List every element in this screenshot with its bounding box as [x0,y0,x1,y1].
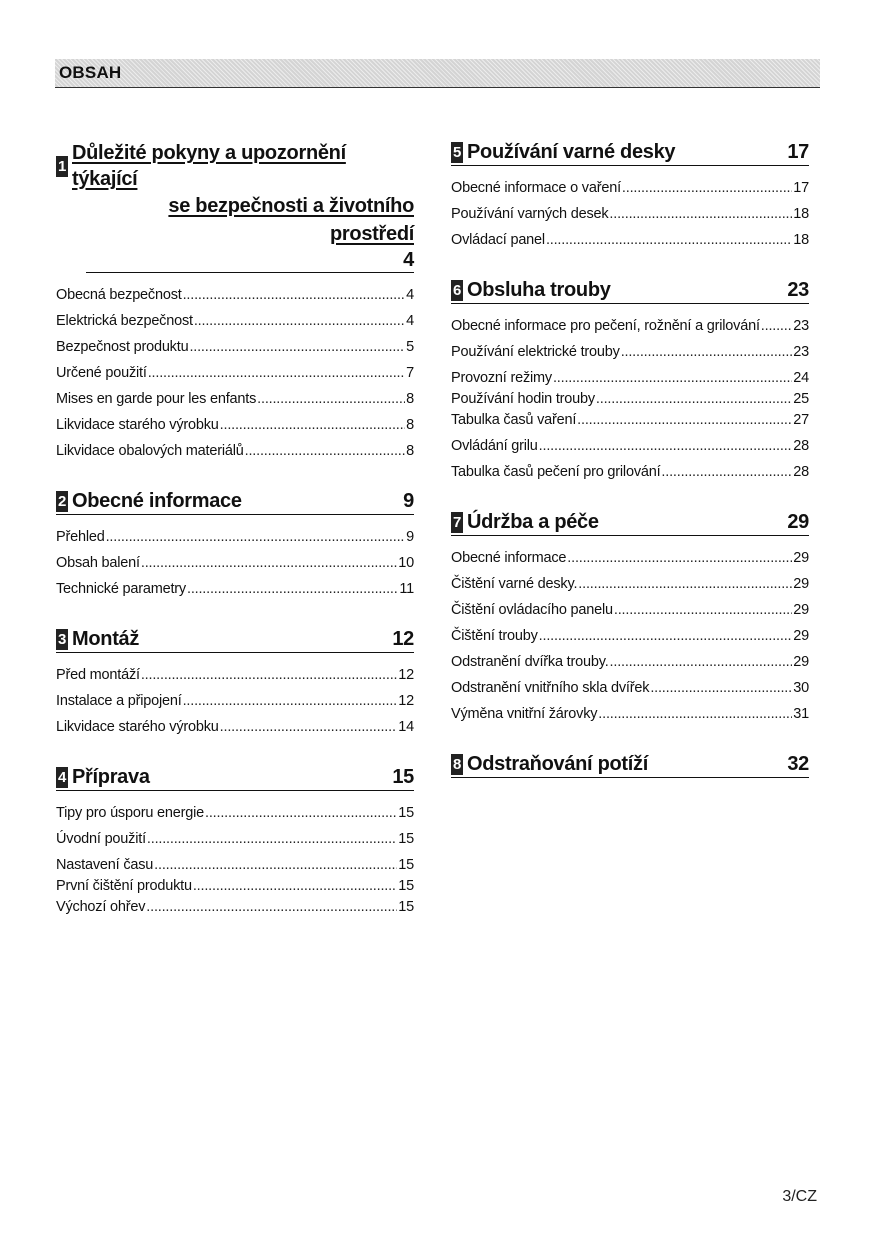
entry-title: Používání varných desek [451,206,609,222]
dot-leader [650,680,792,696]
toc-section-6 [451,278,809,490]
entry-title: Likvidace starého výrobku [56,417,219,433]
section-heading[interactable] [56,489,414,515]
section-number-badge: 3 [57,630,67,648]
toc-entry[interactable] [56,313,414,339]
toc-entry[interactable] [451,654,809,680]
dot-leader [146,899,397,915]
dot-leader [609,206,792,222]
toc-entry[interactable] [56,719,414,745]
toc-entry[interactable] [451,628,809,654]
entry-title: Čištění ovládacího panelu [451,602,613,618]
dot-leader [154,857,397,873]
entry-page: 31 [793,706,809,722]
entry-page: 23 [793,318,809,334]
entry-title: Přehled [56,529,105,545]
dot-leader [106,529,406,545]
toc-entry[interactable] [56,667,414,693]
section-number-badge: 4 [57,768,67,786]
section-title: Obecné informace [72,490,242,512]
entry-title: Obecné informace pro pečení, rožnění a grilování [451,318,760,334]
entry-page: 27 [793,412,809,428]
toc-column-right [451,140,809,798]
dot-leader [622,180,792,196]
page-number: 3/CZ [782,1188,817,1205]
entry-title: Čištění trouby [451,628,538,644]
section-title-continued: se bezpečnosti a životního prostředí [168,195,414,245]
entry-page: 4 [406,287,414,303]
section-heading[interactable] [451,140,809,166]
entry-page: 15 [398,831,414,847]
toc-entry[interactable] [451,576,809,602]
section-page: 9 [403,490,414,512]
toc-entry[interactable] [56,857,414,878]
toc-column-left [56,140,414,940]
section-title: Obsluha trouby [467,279,611,301]
toc-section-4 [56,765,414,920]
entry-page: 29 [793,628,809,644]
section-heading[interactable] [56,140,414,273]
toc-entry[interactable] [451,180,809,206]
entry-page: 8 [406,443,414,459]
toc-entry[interactable] [56,365,414,391]
section-heading[interactable] [56,765,414,791]
section-page: 15 [392,766,414,788]
toc-entry[interactable] [451,391,809,412]
section-heading[interactable] [451,278,809,304]
dot-leader [189,339,405,355]
entry-page: 18 [793,232,809,248]
section-number-badge: 1 [57,157,67,175]
dot-leader [220,719,398,735]
toc-entry[interactable] [451,370,809,391]
dot-leader [661,464,792,480]
entry-page: 15 [398,878,414,894]
entry-page: 29 [793,576,809,592]
entry-title: Výchozí ohřev [56,899,146,915]
section-page: 4 [403,249,414,271]
dot-leader [205,805,397,821]
entry-title: První čištění produktu [56,878,192,894]
section-page: 12 [392,628,414,650]
toc-entry[interactable] [451,412,809,438]
toc-entry[interactable] [56,555,414,581]
entry-page: 7 [406,365,414,381]
dot-leader [183,287,406,303]
entry-page: 29 [793,654,809,670]
entry-title: Používání hodin trouby [451,391,595,407]
toc-entry[interactable] [56,443,414,469]
entry-page: 23 [793,344,809,360]
entry-title: Likvidace starého výrobku [56,719,219,735]
page-title: OBSAH [59,63,122,82]
entry-page: 9 [406,529,414,545]
dot-leader [183,693,398,709]
entry-title: Určené použití [56,365,147,381]
section-title: Důležité pokyny a upozornění týkající [72,142,346,190]
entry-page: 8 [406,417,414,433]
toc-entry[interactable] [56,287,414,313]
section-title: Montáž [72,628,140,650]
toc-entry[interactable] [56,899,414,920]
entry-title: Nastavení času [56,857,154,873]
dot-leader [257,391,405,407]
entry-title: Odstranění vnitřního skla dvířek [451,680,650,696]
section-heading[interactable] [56,627,414,653]
header-bar [55,59,820,88]
section-page: 17 [787,141,809,163]
dot-leader [148,365,405,381]
toc-entry[interactable] [451,232,809,258]
entry-page: 5 [406,339,414,355]
toc-section-3 [56,627,414,745]
dot-leader [141,667,397,683]
toc-entry[interactable] [56,878,414,899]
section-title: Příprava [72,766,150,788]
entry-title: Obecná bezpečnost [56,287,182,303]
toc-entry[interactable] [451,602,809,628]
entry-page: 17 [793,180,809,196]
toc-entry[interactable] [56,805,414,831]
toc-entry[interactable] [56,391,414,417]
dot-leader [553,370,792,386]
toc-entry[interactable] [56,581,414,607]
toc-entry[interactable] [451,464,809,490]
toc-entry[interactable] [451,438,809,464]
toc-entry[interactable] [451,706,809,732]
toc-section-5 [451,140,809,258]
toc-entry[interactable] [56,339,414,365]
section-title: Odstraňování potíží [467,753,648,775]
entry-title: Před montáží [56,667,140,683]
section-number-badge: 6 [452,281,462,299]
entry-title: Tabulka časů pečení pro grilování [451,464,661,480]
section-heading[interactable] [451,510,809,536]
dot-leader [141,555,397,571]
dot-leader [194,313,405,329]
dot-leader [596,391,792,407]
section-number-badge: 2 [57,492,67,510]
section-title: Údržba a péče [467,511,599,533]
entry-page: 12 [398,693,414,709]
entry-page: 8 [406,391,414,407]
entry-page: 4 [406,313,414,329]
entry-page: 24 [793,370,809,386]
dot-leader [539,438,793,454]
entry-title: Likvidace obalových materiálů [56,443,244,459]
entry-page: 12 [398,667,414,683]
toc-section-7 [451,510,809,732]
toc-section-1 [56,140,414,469]
section-number-badge: 8 [452,755,462,773]
dot-leader [761,318,792,334]
dot-leader [546,232,792,248]
section-number-badge: 5 [452,143,462,161]
toc-entry[interactable] [56,693,414,719]
entry-page: 28 [793,464,809,480]
dot-leader [567,550,792,566]
dot-leader [245,443,405,459]
toc-entry[interactable] [56,831,414,857]
entry-page: 14 [398,719,414,735]
entry-title: Používání elektrické trouby [451,344,620,360]
toc-section-8 [451,752,809,778]
entry-title: Čištění varné desky. [451,576,578,592]
dot-leader [577,412,792,428]
toc-entry[interactable] [451,206,809,232]
entry-title: Ovládací panel [451,232,545,248]
entry-title: Výměna vnitřní žárovky [451,706,598,722]
toc-entry[interactable] [56,529,414,555]
dot-leader [621,344,793,360]
dot-leader [598,706,792,722]
dot-leader [193,878,397,894]
dot-leader [220,417,405,433]
entry-title: Bezpečnost produktu [56,339,189,355]
entry-page: 18 [793,206,809,222]
entry-title: Provozní režimy [451,370,552,386]
entry-title: Instalace a připojení [56,693,182,709]
entry-page: 11 [399,581,414,597]
toc-entry[interactable] [451,680,809,706]
entry-title: Tabulka časů vaření [451,412,577,428]
entry-title: Úvodní použití [56,831,146,847]
dot-leader [578,576,792,592]
entry-title: Tipy pro úsporu energie [56,805,205,821]
toc-entry[interactable] [451,550,809,576]
entry-page: 15 [398,899,414,915]
entry-title: Ovládání grilu [451,438,538,454]
section-heading[interactable] [451,752,809,778]
entry-title: Obsah balení [56,555,140,571]
entry-page: 29 [793,602,809,618]
toc-section-2 [56,489,414,607]
entry-page: 28 [793,438,809,454]
dot-leader [147,831,397,847]
dot-leader [187,581,398,597]
entry-page: 15 [398,805,414,821]
entry-title: Odstranění dvířka trouby. [451,654,609,670]
entry-title: Technické parametry [56,581,186,597]
entry-title: Obecné informace [451,550,567,566]
section-number-badge: 7 [452,513,462,531]
entry-page: 25 [793,391,809,407]
entry-title: Elektrická bezpečnost [56,313,193,329]
toc-entry[interactable] [56,417,414,443]
entry-title: Obecné informace o vaření [451,180,621,196]
toc-entry[interactable] [451,318,809,344]
dot-leader [610,654,793,670]
dot-leader [614,602,792,618]
entry-page: 29 [793,550,809,566]
dot-leader [539,628,793,644]
section-page: 23 [787,279,809,301]
toc-entry[interactable] [451,344,809,370]
section-page: 29 [787,511,809,533]
section-page: 32 [787,753,809,775]
entry-page: 15 [398,857,414,873]
entry-page: 10 [398,555,414,571]
entry-page: 30 [793,680,809,696]
entry-title: Mises en garde pour les enfants [56,391,257,407]
section-title: Používání varné desky [467,141,676,163]
